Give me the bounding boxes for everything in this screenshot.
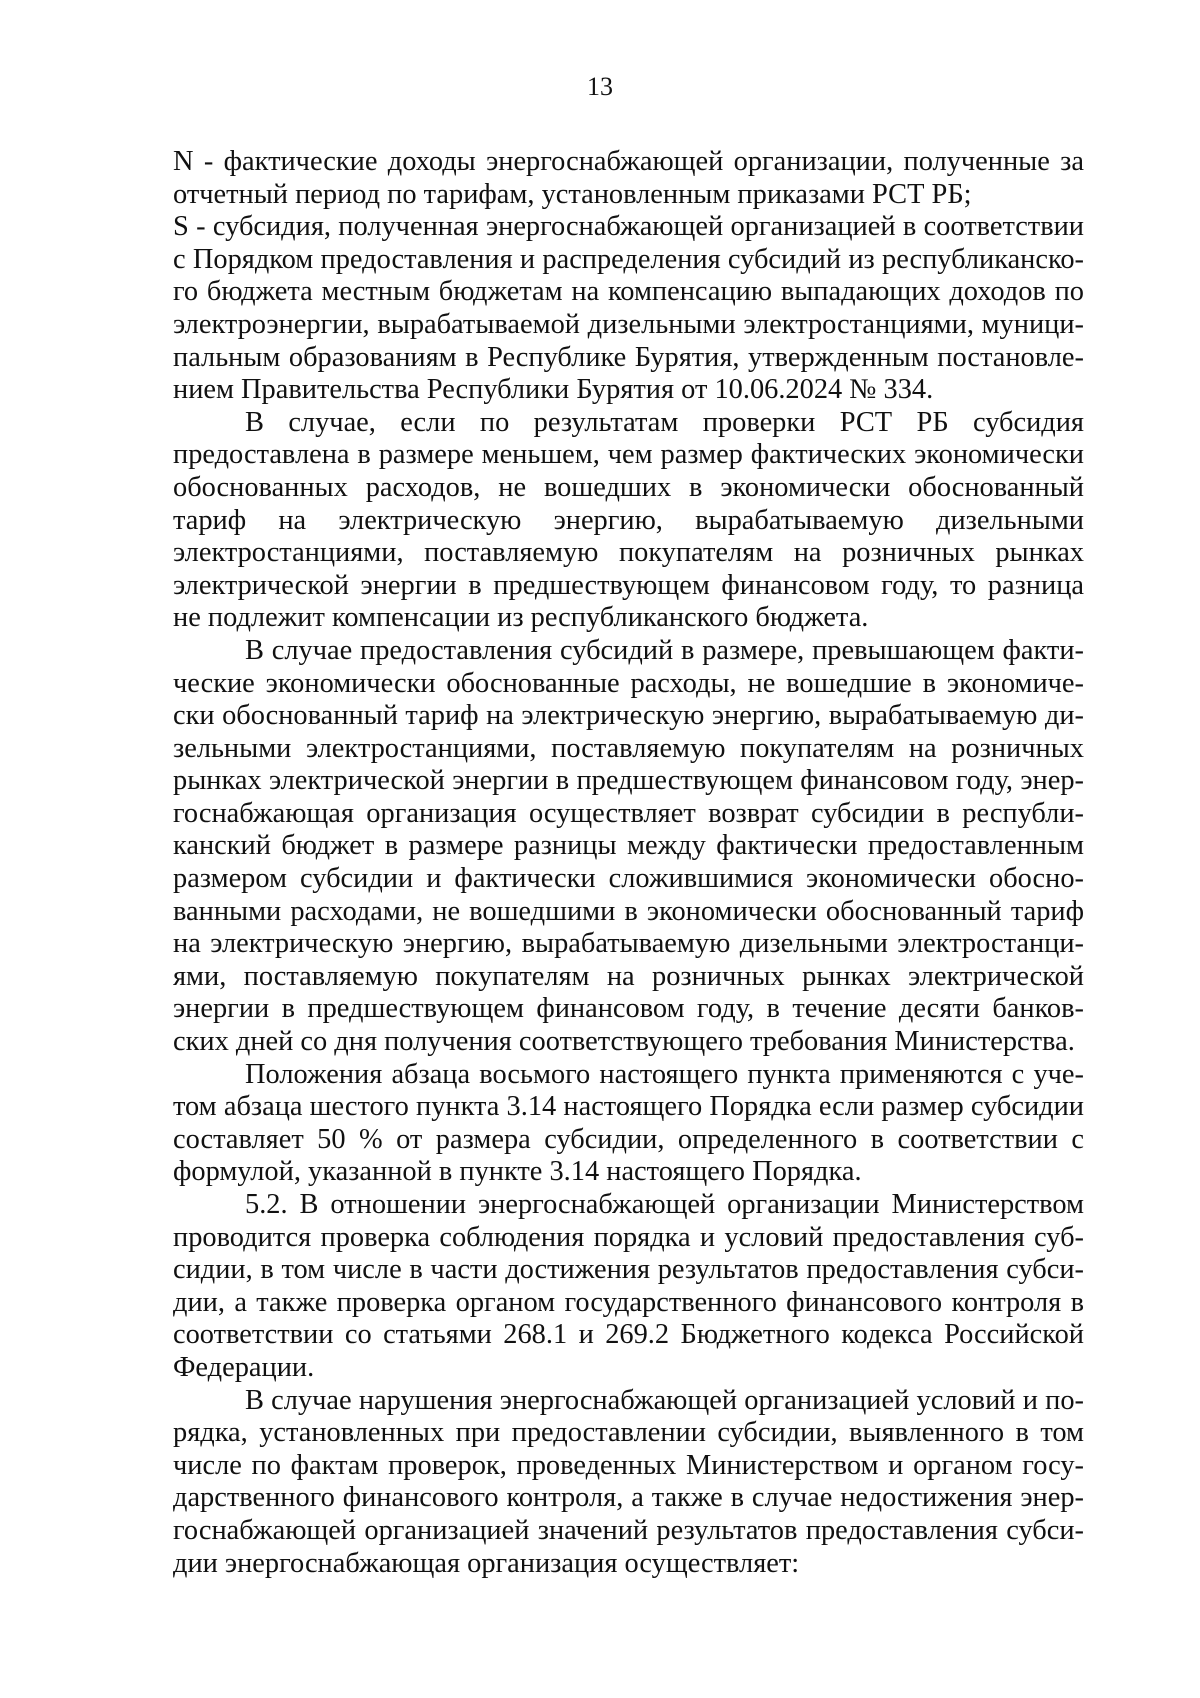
paragraph-provisions: Положения абзаца восьмого настоящего пункта применяются с учетом абзаца шестого пункта 3.14 настоящего Порядка если размер субсидии составляет 50 % от размера субсидии, определенного в соответствии с формулой, указанной в пункте 3.14 настоящего Порядка. [173,1058,1084,1188]
paragraph-subsidy-less: В случае, если по результатам проверки РСТ РБ субсидия предоставлена в размере меньшем, чем размер фактических экономически обоснованных расходов, не вошедших в экономически обоснованный тариф на электрическую энергию, вырабатываемую дизельными электростанциями, поставляемую покупателям на розничных рынках электрической энергии в предшествующем финансовом году, то разница не подлежит компенсации из республиканского бюджета. [173,406,1084,634]
paragraph-n-definition: N - фактические доходы энергоснабжающей организации, полученные за отчетный период по тарифам, установленным приказами РСТ РБ; [173,146,1084,210]
paragraph-subsidy-excess: В случае предоставления субсидий в размере, превышающем фактические экономически обоснованные расходы, не вошедшие в экономически обоснованный тариф на электрическую энергию, вырабатываемую дизельными электростанциями, поставляемую покупателям на розничных рынках электрической энергии в предшествующем финансовом году, энергоснабжающая организация осуществляет возврат субсидии в республиканский бюджет в размере разницы между фактически предоставленным размером субсидии и фактически сложившимися экономически обоснованными расходами, не вошедшими в экономически обоснованный тариф на электрическую энергию, вырабатываемую дизельными электростанциями, поставляемую покупателям на розничных рынках электрической энергии в предшествующем финансовом году, в течение десяти банковских дней со дня получения соответствующего требования Министерства. [173,634,1084,1058]
document-body [173,146,1084,1580]
page-number: 13 [587,72,613,101]
paragraph-violation: В случае нарушения энергоснабжающей организацией условий и порядка, установленных при предоставлении субсидии, выявленного в том числе по фактам проверок, проведенных Министерством и органом государственного финансового контроля, а также в случае недостижения энергоснабжающей организацией значений результатов предоставления субсидии энергоснабжающая организация осуществляет: [173,1384,1084,1579]
paragraph-5-2: 5.2. В отношении энергоснабжающей организации Министерством проводится проверка соблюдения порядка и условий предоставления субсидии, в том числе в части достижения результатов предоставления субсидии, а также проверка органом государственного финансового контроля в соответствии со статьями 268.1 и 269.2 Бюджетного кодекса Российской Федерации. [173,1189,1084,1383]
paragraph-s-definition: S - субсидия, полученная энергоснабжающей организацией в соответствии с Порядком предоставления и распределения субсидий из республиканского бюджета местным бюджетам на компенсацию выпадающих доходов по электроэнергии, вырабатываемой дизельными электростанциями, муниципальным образованиям в Республике Бурятия, утвержденным постановлением Правительства Республики Бурятия от 10.06.2024 № 334. [173,211,1084,406]
